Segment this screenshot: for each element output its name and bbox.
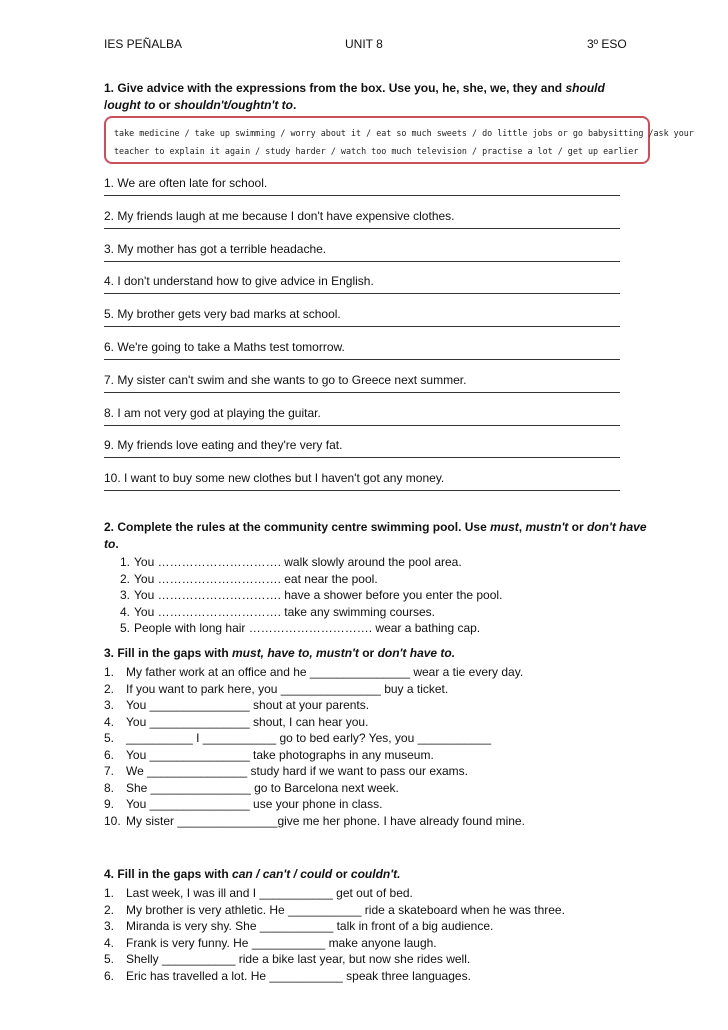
list-item xyxy=(104,730,664,747)
item-text: You …………………………. take any swimming courses. xyxy=(134,604,435,619)
page-header xyxy=(104,37,627,53)
item-number: 9. xyxy=(104,797,115,811)
section-2-title: 2. Complete the rules at the community centre swimming pool. Use must, mustn't or don't have to. xyxy=(104,520,647,551)
item-number: 2. xyxy=(119,571,130,586)
question-text: 4. I don't understand how to give advice in English. xyxy=(104,274,374,289)
item-number: 3. xyxy=(104,919,115,933)
section-4 xyxy=(104,866,664,984)
item-text: Eric has travelled a lot. He ___________ speak three languages. xyxy=(126,968,471,983)
item-number: 6. xyxy=(104,747,115,762)
item-number: 4. xyxy=(104,714,115,729)
item-number: 2. xyxy=(104,681,115,696)
item-number: 1. xyxy=(104,665,115,679)
item-number: 7. xyxy=(104,764,115,778)
question-text: 1. We are often late for school. xyxy=(104,176,268,190)
list-item xyxy=(104,935,664,952)
list-item xyxy=(104,340,624,360)
section-2-list xyxy=(104,554,664,637)
item-number: 1. xyxy=(119,555,130,569)
box-line-1: take medicine / take up swimming / worry about it / eat so much sweets / do little jobs or go babysitting /ask your xyxy=(114,128,694,138)
item-number: 8. xyxy=(104,780,115,795)
list-item xyxy=(104,274,624,294)
item-number: 6. xyxy=(104,968,115,983)
list-item xyxy=(104,604,664,621)
item-number: 5. xyxy=(104,731,115,745)
item-number: 1. xyxy=(104,886,115,900)
list-item xyxy=(104,780,664,797)
item-text: You _______________ shout, I can hear you. xyxy=(126,714,369,729)
list-item xyxy=(104,902,664,919)
item-text: You …………………………. walk slowly around the pool area. xyxy=(134,555,462,569)
section-4-list xyxy=(104,885,664,984)
list-item xyxy=(104,714,664,731)
item-number: 3. xyxy=(119,588,130,602)
section-3 xyxy=(104,645,664,829)
item-number: 3. xyxy=(104,698,115,712)
list-item xyxy=(104,406,624,426)
item-text: You _______________ use your phone in class. xyxy=(126,797,383,811)
list-item xyxy=(104,968,664,985)
list-item xyxy=(104,471,624,491)
question-text: 5. My brother gets very bad marks at school. xyxy=(104,307,341,322)
list-item xyxy=(104,697,664,714)
question-text: 7. My sister can't swim and she wants to go to Greece next summer. xyxy=(104,372,467,387)
item-number: 10. xyxy=(104,813,121,828)
item-text: You _______________ shout at your parents. xyxy=(126,698,370,712)
item-text: She _______________ go to Barcelona next week. xyxy=(126,780,399,795)
question-text: 9. My friends love eating and they're very fat. xyxy=(104,438,343,453)
item-text: My brother is very athletic. He ___________ ride a skateboard when he was three. xyxy=(126,902,565,917)
item-text: We _______________ study hard if we want to pass our exams. xyxy=(126,764,468,778)
answer-line[interactable] xyxy=(104,425,620,426)
list-item xyxy=(104,747,664,764)
list-item xyxy=(104,373,624,393)
list-item xyxy=(104,242,624,262)
item-text: If you want to park here, you _______________ buy a ticket. xyxy=(126,681,449,696)
list-item xyxy=(104,438,624,458)
answer-line[interactable] xyxy=(104,195,620,196)
item-text: Miranda is very shy. She ___________ talk in front of a big audience. xyxy=(126,919,494,933)
box-line-2: teacher to explain it again / study harder / watch too much television / practise a lot / get up earlier xyxy=(114,146,639,156)
answer-line[interactable] xyxy=(104,326,620,327)
item-number: 4. xyxy=(104,935,115,950)
answer-line[interactable] xyxy=(104,457,620,458)
item-text: __________ I ___________ go to bed early? Yes, you ___________ xyxy=(126,731,492,745)
question-text: 2. My friends laugh at me because I don't have expensive clothes. xyxy=(104,208,455,223)
section-4-title: 4. Fill in the gaps with can / can't / could or couldn't. xyxy=(104,867,401,881)
list-item xyxy=(104,587,664,604)
list-item xyxy=(104,554,664,571)
answer-line[interactable] xyxy=(104,359,620,360)
question-text: 3. My mother has got a terrible headache. xyxy=(104,241,327,256)
answer-line[interactable] xyxy=(104,261,620,262)
answer-line[interactable] xyxy=(104,228,620,229)
item-number: 5. xyxy=(119,621,130,635)
list-item xyxy=(104,571,664,588)
list-item xyxy=(104,813,664,830)
item-text: You _______________ take photographs in any museum. xyxy=(126,747,434,762)
list-item xyxy=(104,681,664,698)
list-item xyxy=(104,620,664,637)
list-item xyxy=(104,176,624,196)
item-text: My father work at an office and he _______________ wear a tie every day. xyxy=(126,665,524,679)
item-text: Frank is very funny. He ___________ make anyone laugh. xyxy=(126,935,437,950)
list-item xyxy=(104,951,664,968)
list-item xyxy=(104,307,624,327)
item-number: 5. xyxy=(104,952,115,966)
answer-line[interactable] xyxy=(104,490,620,491)
question-text: 6. We're going to take a Maths test tomorrow. xyxy=(104,340,345,354)
section-3-list xyxy=(104,664,664,829)
list-item xyxy=(104,796,664,813)
item-text: You …………………………. eat near the pool. xyxy=(134,571,378,586)
list-item xyxy=(104,885,664,902)
item-text: My sister _______________give me her phone. I have already found mine. xyxy=(126,813,525,828)
school-name: IES PEÑALBA xyxy=(104,37,183,51)
section-1-title: 1. Give advice with the expressions from the box. Use you, he, she, we, they and should /ought to or shouldn't/oughtn't to. xyxy=(104,81,605,112)
question-text: 10. I want to buy some new clothes but I haven't got any money. xyxy=(104,471,445,486)
item-text: Last week, I was ill and I ___________ get out of bed. xyxy=(126,886,413,900)
expressions-box xyxy=(104,116,694,164)
item-number: 4. xyxy=(119,604,130,619)
item-text: You …………………………. have a shower before you enter the pool. xyxy=(134,588,503,602)
item-text: People with long hair …………………………. wear a bathing cap. xyxy=(134,621,481,635)
item-number: 2. xyxy=(104,902,115,917)
list-item xyxy=(104,918,664,935)
item-text: Shelly ___________ ride a bike last year, but now she rides well. xyxy=(126,952,471,966)
section-2 xyxy=(104,519,664,637)
unit-label: UNIT 8 xyxy=(345,37,383,51)
section-3-title: 3. Fill in the gaps with must, have to, mustn't or don't have to. xyxy=(104,646,456,660)
answer-line[interactable] xyxy=(104,293,620,294)
list-item xyxy=(104,763,664,780)
answer-line[interactable] xyxy=(104,392,620,393)
list-item xyxy=(104,664,664,681)
grade-label: 3º ESO xyxy=(587,37,627,51)
question-text: 8. I am not very god at playing the guitar. xyxy=(104,405,321,420)
list-item xyxy=(104,209,624,229)
